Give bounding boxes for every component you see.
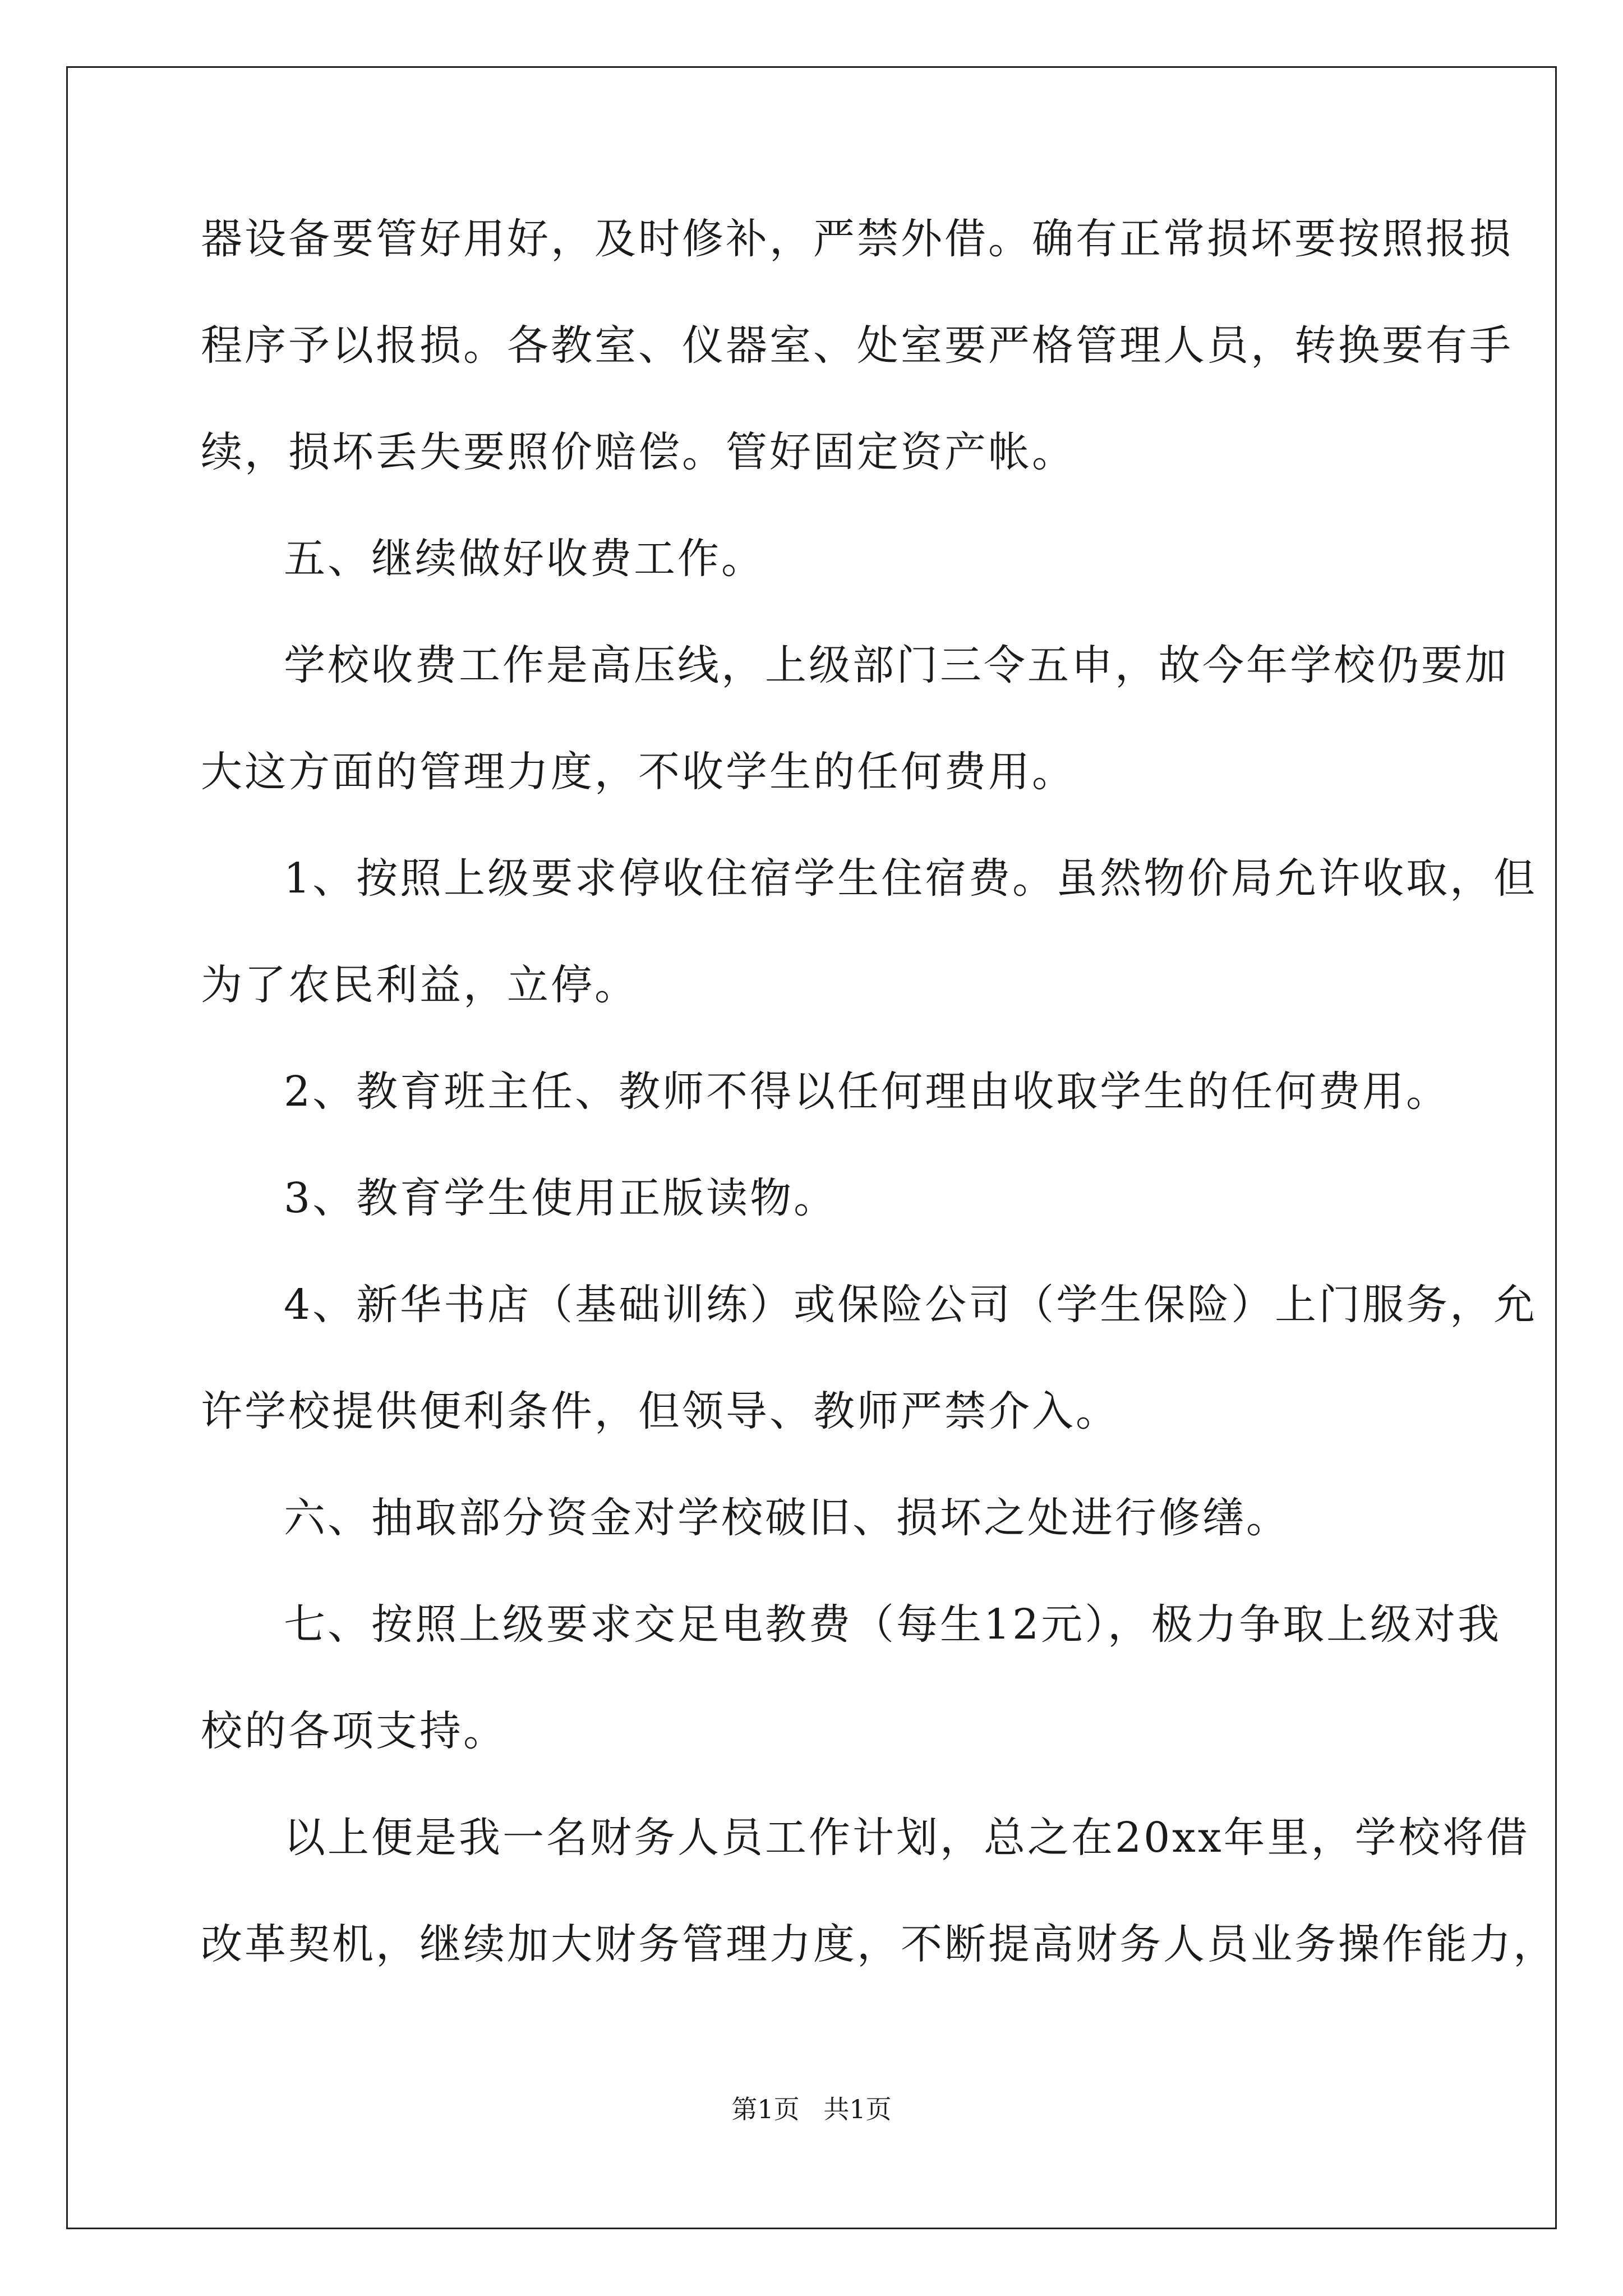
- body-line-5: 学校收费工作是高压线，上级部门三令五申，故今年学校仍要加: [284, 641, 1509, 689]
- list-item-2: 2、教育班主任、教师不得以任何理由收取学生的任何费用。: [284, 1068, 1450, 1116]
- body-line-3: 续，损坏丢失要照价赔偿。管好固定资产帐。: [201, 428, 1076, 476]
- list-item-3: 3、教育学生使用正版读物。: [284, 1174, 838, 1222]
- body-line-2: 程序予以报损。各教室、仪器室、处室要严格管理人员，转换要有手: [201, 321, 1513, 370]
- page-total: 共1页: [823, 2094, 892, 2124]
- page-number: 第1页: [731, 2094, 800, 2124]
- body-line-8: 为了农民利益，立停。: [201, 961, 638, 1009]
- body-line-1: 器设备要管好用好，及时修补，严禁外借。确有正常损坏要按照报损: [201, 215, 1513, 263]
- body-line-6: 大这方面的管理力度，不收学生的任何费用。: [201, 748, 1076, 796]
- body-line-16: 以上便是我一名财务人员工作计划，总之在20xx年里，学校将借: [284, 1814, 1530, 1862]
- page-border: [66, 66, 1557, 2229]
- section-heading-6: 六、抽取部分资金对学校破旧、损坏之处进行修缮。: [284, 1494, 1290, 1542]
- page-footer: [0, 2092, 1623, 2126]
- section-heading-5: 五、继续做好收费工作。: [284, 535, 765, 583]
- body-line-12: 许学校提供便利条件，但领导、教师严禁介入。: [201, 1387, 1119, 1435]
- body-line-17: 改革契机，继续加大财务管理力度，不断提高财务人员业务操作能力，: [201, 1920, 1557, 1968]
- list-item-4: 4、新华书店（基础训练）或保险公司（学生保险）上门服务，允: [284, 1281, 1538, 1329]
- section-heading-7: 七、按照上级要求交足电教费（每生12元），极力争取上级对我: [284, 1600, 1502, 1649]
- list-item-1: 1、按照上级要求停收住宿学生住宿费。虽然物价局允许收取，但: [284, 854, 1538, 903]
- body-line-15: 校的各项支持。: [201, 1707, 507, 1755]
